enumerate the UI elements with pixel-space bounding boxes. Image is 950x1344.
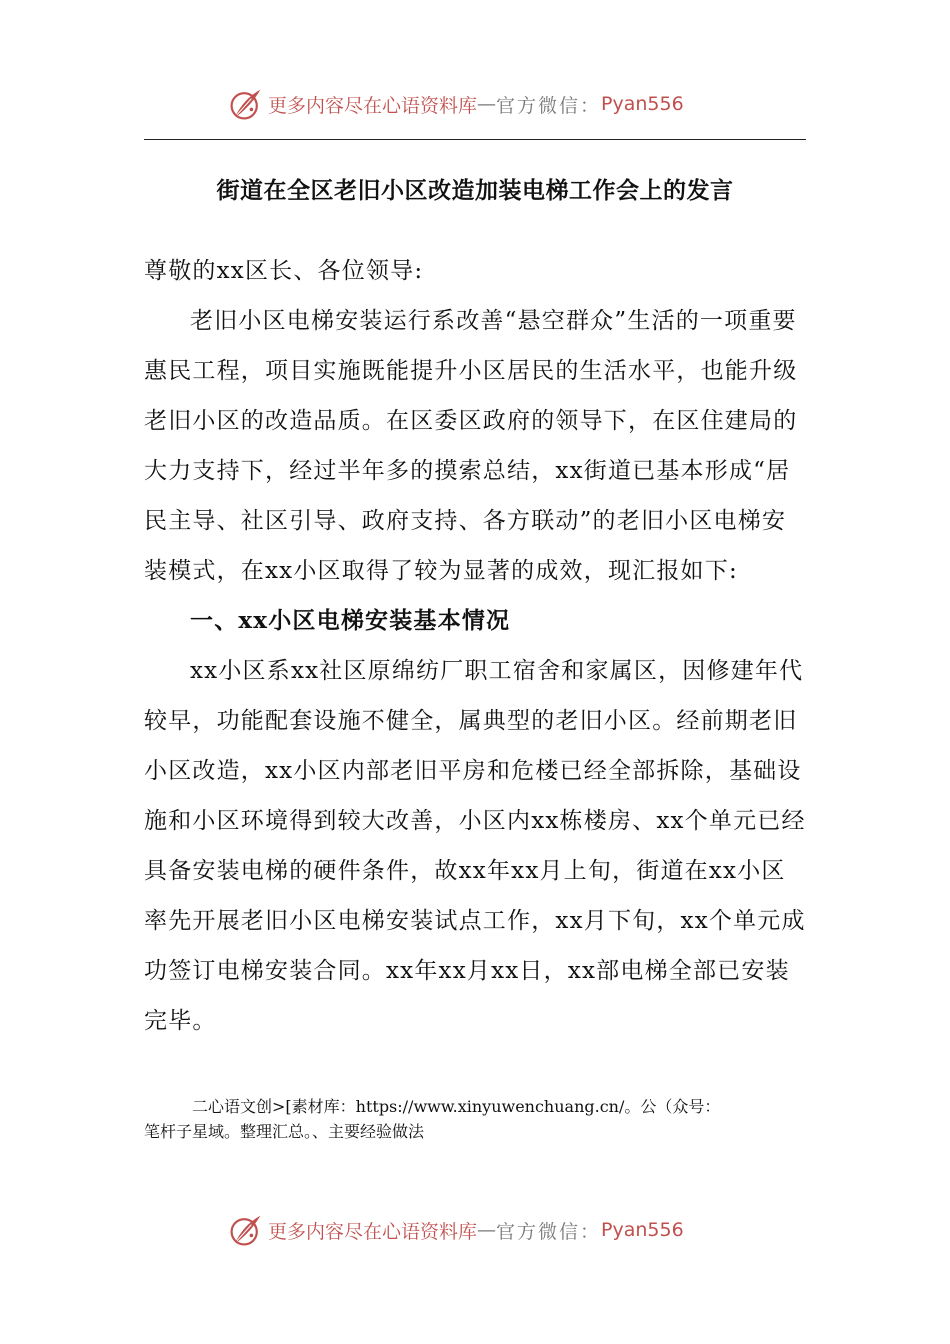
watermark-wechat-id: Pyan556 bbox=[601, 1219, 684, 1241]
header-divider bbox=[144, 139, 806, 140]
watermark-separator: — bbox=[477, 93, 497, 115]
document-body bbox=[144, 246, 806, 1046]
footnote bbox=[144, 1094, 806, 1144]
section-heading: 一、xx小区电梯安装基本情况 bbox=[190, 607, 511, 634]
watermark-official-label: 官方微信： bbox=[496, 1220, 602, 1243]
footnote-line-2: 笔杆子星域。整理汇总。、主要经验做法 bbox=[144, 1122, 425, 1141]
quill-pen-icon bbox=[228, 86, 264, 122]
intro-paragraph: 老旧小区电梯安装运行系改善“悬空群众”生活的一项重要惠民工程，项目实施既能提升小区居民的生活水平，也能升级老旧小区的改造品质。在区委区政府的领导下，在区住建局的大力支持下，经过半年多的摸索总结，xx街道已基本形成“居民主导、社区引导、政府支持、各方联动”的老旧小区电梯安装模式，在xx小区取得了较为显著的成效，现汇报如下: bbox=[144, 308, 798, 584]
header-watermark bbox=[228, 84, 684, 124]
watermark-text: 更多内容尽在心语资料库 bbox=[268, 94, 478, 117]
watermark-official-label: 官方微信： bbox=[496, 94, 602, 117]
quill-pen-icon bbox=[228, 1212, 264, 1248]
footnote-line-1: 二心语文创>[素材库：https://www.xinyuwenchuang.cn/。公（众号： bbox=[192, 1097, 721, 1116]
watermark-text: 更多内容尽在心语资料库 bbox=[268, 1220, 478, 1243]
watermark-wechat-id: Pyan556 bbox=[601, 93, 684, 115]
document-title: 街道在全区老旧小区改造加装电梯工作会上的发言 bbox=[216, 177, 734, 204]
section-paragraph: xx小区系xx社区原绵纺厂职工宿舍和家属区，因修建年代较早，功能配套设施不健全，属典型的老旧小区。经前期老旧小区改造，xx小区内部老旧平房和危楼已经全部拆除，基础设施和小区环境得到较大改善，小区内xx栋楼房、xx个单元已经具备安装电梯的硬件条件，故xx年xx月上旬，街道在xx小区率先开展老旧小区电梯安装试点工作，xx月下旬，xx个单元成功签订电梯安装合同。xx年xx月xx日，xx部电梯全部已安装完毕。 bbox=[144, 658, 806, 1034]
watermark-separator: — bbox=[477, 1219, 497, 1241]
footer-watermark bbox=[228, 1210, 684, 1250]
greeting: 尊敬的xx区长、各位领导: bbox=[144, 258, 424, 284]
